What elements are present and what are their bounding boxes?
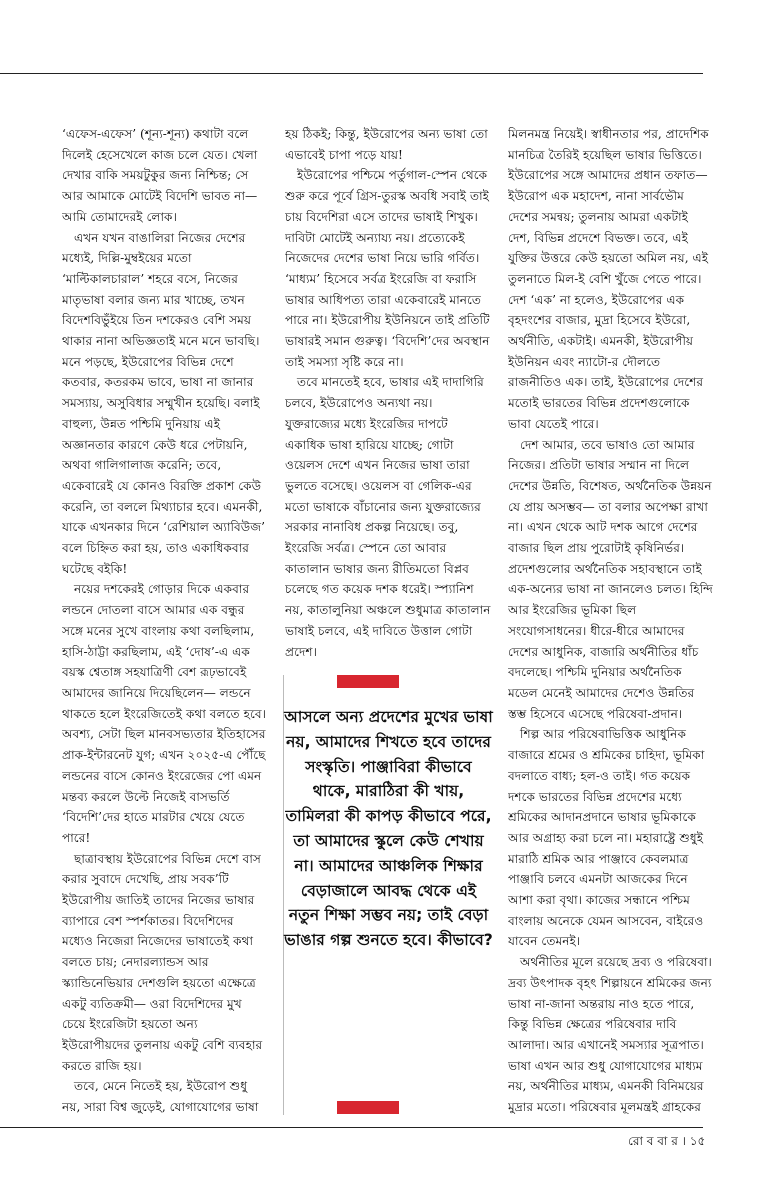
bottom-rule: [0, 1127, 703, 1128]
paragraph: তবে, মেনে নিতেই হয়, ইউরোপ শুধু নয়, সারা বিশ্ব জুড়েই, যোগাযোগের ভাষা: [62, 1079, 259, 1115]
paragraph: তবে মানতেই হবে, ভাষার এই দাদাগিরি চলবে, ইউরোপেও অন্যথা নয়। যুক্তরাজ্যের মধ্যে ইংরেজির দাপটে একাধিক ভাষা হারিয়ে যাচ্ছে; গোটা ওয়েলস দেশে এখন নিজের ভাষা তারা ভুলতে বসেছে। ওয়েলস বা গেলিক-এর মতো ভাষাকে বাঁচানোর জন্য যুক্তরাজ্যের সরকার নানাবিধ প্রকল্প নিয়েছে। তবু, ইংরেজি সর্বত্র। স্পেনে তো আবার কাতালান ভাষার জন্য রীতিমতো বিপ্লব চলেছে গত কয়েক দশক ধরেই। স্প্যানিশ নয়, কাতালুনিয়া অঞ্চলে শুধুমাত্র কাতালান ভাষাই চলবে, এই দাবিতে উত্তাল গোটা প্রদেশ।: [285, 375, 491, 659]
paragraph: [285, 662, 491, 664]
accent-bar-bottom: [337, 1101, 399, 1114]
paragraph: ছাত্রাবস্থায় ইউরোপের বিভিন্ন দেশে বাস করার সুবাদে দেখেছি, প্রায় সবক’টি ইউরোপীয় জাতিই তাদের নিজের ভাষার ব্যাপারে বেশ স্পর্শকাতর। বিদেশিদের মধ্যেও নিজেরা নিজেদের ভাষাতেই কথা বলতে চায়; নেদারল্যান্ডস আর স্ক্যান্ডিনেভিয়ার দেশগুলি হয়তো এক্ষেত্রে একটু ব্যতিক্রমী— ওরা বিদেশিদের মুখ চেয়ে ইংরেজিটা হয়তো অন্য ইউরোপীয়দের তুলনায় একটু বেশি ব্যবহার করতে রাজি হয়।: [62, 851, 263, 1073]
top-rule: [0, 73, 703, 74]
article-column-2: [285, 124, 491, 664]
paragraph: দেশ আমার, তবে ভাষাও তো আমার নিজের। প্রতিটা ভাষার সম্মান না দিলে দেশের উন্নতি, বিশেষত, অর্থনৈতিক উন্নয়ন যে প্রায় অসম্ভব— তা বলার অপেক্ষা রাখা না। এখন থেকে আট দশক আগে দেশের বাজার ছিল প্রায় পুরোটাই কৃষিনির্ভর। প্রদেশগুলোর অর্থনৈতিক সহাবস্থানে তাই এক-অন্যের ভাষা না জানলেও চলত। হিন্দি আর ইংরেজির ভূমিকা ছিল সংযোগসাধনের। ধীরে-ধীরে আমাদের দেশের আধুনিক, বাজারি অর্থনীতির ধাঁচ বদলেছে। পশ্চিমি দুনিয়ার অর্থনৈতিক মডেল মেনেই আমাদের দেশেও উন্নতির স্তম্ভ হিসেবে এসেছে পরিষেবা-প্রদান।: [508, 437, 713, 721]
paragraph: মিলনমন্ত্র নিয়েই। স্বাধীনতার পর, প্রাদেশিক মানচিত্র তৈরিই হয়েছিল ভাষার ভিত্তিতে। ইউরোপের সঙ্গে আমাদের প্রধান তফাত— ইউরোপ এক মহাদেশ, নানা সার্বভৌম দেশের সমন্বয়; তুলনায় আমরা একটাই দেশ, বিভিন্ন প্রদেশে বিভক্ত। তবে, এই যুক্তির উত্তরে কেউ হয়তো অমিল নয়, এই তুলনাতে মিল-ই বেশি খুঁজে পেতে পারে। দেশ ‘এক’ না হলেও, ইউরোপের এক বৃহদংশের বাজার, মুদ্রা হিসেবে ইউরো, অর্থনীতি, একটাই। এমনকী, ইউরোপীয় ইউনিয়ন এবং ন্যাটো-র দৌলতে রাজনীতিও এক। তাই, ইউরোপের দেশের মতোই ভারতের বিভিন্ন প্রদেশগুলোকে ভাবা যেতেই পারে।: [508, 127, 709, 431]
paragraph: ইউরোপের পশ্চিমে পর্তুগাল-স্পেন থেকে শুরু করে পূর্বে গ্রিস-তুরস্ক অবধি সবাই তাই চায় বিদেশিরা এসে তাদের ভাষাই শিখুক। দাবিটা মোটেই অন্যায্য নয়। প্রত্যেকেই নিজেদের দেশের ভাষা নিয়ে ভারি গর্বিত। ‘মাধ্যম’ হিসেবে সর্বত্র ইংরেজি বা ফরাসি ভাষার আধিপত্য তারা একেবারেই মানতে পারে না। ইউরোপীয় ইউনিয়নে তাই প্রতিটি ভাষারই সমান গুরুত্ব। ‘বিদেশি’দের অবস্থান তাই সমস্যা সৃষ্টি করে না।: [285, 168, 490, 369]
article-column-3: [508, 124, 713, 1119]
paragraph: হয় ঠিকই; কিন্তু, ইউরোপের অন্য ভাষা তো এভাবেই চাপা পড়ে যায়!: [285, 127, 488, 162]
page-folio: রো ব বা র । ১৫: [628, 1134, 706, 1148]
paragraph: এখন যখন বাঙালিরা নিজের দেশের মধ্যেই, দিল্লি-মুম্বইয়ের মতো ‘মাল্টিকালচারাল’ শহরে বসে, নিজের মাতৃভাষা বলার জন্য মার খাচ্ছে, তখন বিদেশবিভুঁইয়ে তিন দশকেরও বেশি সময় থাকার নানা অভিজ্ঞতাই মনে মনে ভাবছি। মনে পড়ছে, ইউরোপের বিভিন্ন দেশে কতবার, কতরকম ভাবে, ভাষা না জানার সমস্যায়, অসুবিধার সম্মুখীন হয়েছি। বলাই বাহুল্য, উন্নত পশ্চিমি দুনিয়ায় এই অজ্ঞানতার কারণে কেউ ধরে পেটায়নি, অথবা গালিগালাজ করেনি; তবে, একেবারেই যে কোনও বিরক্তি প্রকাশ কেউ করেনি, তা বললে মিথ্যাচার হবে। এমনকী, যাকে এখনকার দিনে ‘রেশিয়াল অ্যাবিউজ’ বলে চিহ্নিত করা হয়, তাও একাধিকবার ঘটেছে বইকি!: [62, 230, 266, 576]
paragraph: নয়ের দশকেরই গোড়ার দিকে একবার লন্ডনে দোতলা বাসে আমার এক বন্ধুর সঙ্গে মনের সুখে বাংলায় কথা বলছিলাম, হাসি-ঠাট্টা করছিলাম, এই ‘দোষ’-এ এক বয়স্ক শ্বেতাঙ্গ সহযাত্রিণী বেশ রূঢ়ভাবেই আমাদের জানিয়ে দিয়েছিলেন— লন্ডনে থাকতে হলে ইংরেজিতেই কথা বলতে হবে। অবশ্য, সেটা ছিল মানবসভ্যতার ইতিহাসের প্রাক-ইন্টারনেট যুগ; এখন ২০২৫-এ পৌঁছে লন্ডনের বাসে কোনও ইংরেজের পো এমন মন্তব্য করলে উল্টে নিজেই বাসভর্তি ‘বিদেশি’দের হাতে মারটার খেয়ে যেতে পারে!: [62, 582, 267, 845]
pull-quote: [284, 675, 493, 1115]
paragraph: শিল্প আর পরিষেবাভিত্তিক আধুনিক বাজারে শ্রমের ও শ্রমিকের চাহিদা, ভূমিকা বদলাতে বাধ্য; হল-ও তাই। গত কয়েক দশকে ভারতের বিভিন্ন প্রদেশের মধ্যে শ্রমিকের আদানপ্রদানে ভাষার ভূমিকাকে আর অগ্রাহ্য করা চলে না। মহারাষ্ট্রে শুধুই মারাঠি শ্রমিক আর পাঞ্জাবে কেবলমাত্র পাঞ্জাবি চলবে এমনটা আজকের দিনে আশা করা বৃথা। কাজের সন্ধানে পশ্চিম বাংলায় অনেকে যেমন আসবেন, বাইরেও যাবেন তেমনই।: [508, 727, 705, 949]
pull-quote-text: আসলে অন্য প্রদেশের মুখের ভাষা নয়, আমাদের শিখতে হবে তাদের সংস্কৃতি। পাঞ্জাবিরা কীভাবে থাকে, মারাঠিরা কী খায়, তামিলরা কী কাপড় কীভাবে পরে, তা আমাদের স্কুলে কেউ শেখায় না। আমাদের আঞ্চলিক শিক্ষার বেড়াজালে আবদ্ধ থেকে এই নতুন শিক্ষা সম্ভব নয়; তাই বেড়া ভাঙার গল্প শুনতে হবে। কীভাবে?: [284, 708, 493, 950]
article-column-1: [62, 124, 268, 1119]
accent-bar-top: [337, 675, 399, 688]
paragraph: অর্থনীতির মূলে রয়েছে দ্রব্য ও পরিষেবা। দ্রব্য উৎপাদক বৃহৎ শিল্পায়নে শ্রমিকের জন্য ভাষা না-জানা অন্তরায় নাও হতে পারে, কিন্তু বিভিন্ন ক্ষেত্রের পরিষেবার দাবি আলাদা। আর এখানেই সমস্যার সূত্রপাত। ভাষা এখন আর শুধু যোগাযোগের মাধ্যম নয়, অর্থনীতির মাধ্যম, এমনকী বিনিময়ের মুদ্রার মতো। পরিষেবার মূলমন্ত্রই গ্রাহকের: [508, 955, 712, 1115]
paragraph: ‘এফেস-এফেস’ (শূন্য-শূন্য) কথাটা বলে দিলেই হেসেখেলে কাজ চলে যেত। খেলা দেখার বাকি সময়টুকুর জন্য নিশ্চিন্ত; সে আর আমাকে মোটেই বিদেশি ভাবত না— আমি তোমাদেরই লোক।: [62, 127, 258, 224]
